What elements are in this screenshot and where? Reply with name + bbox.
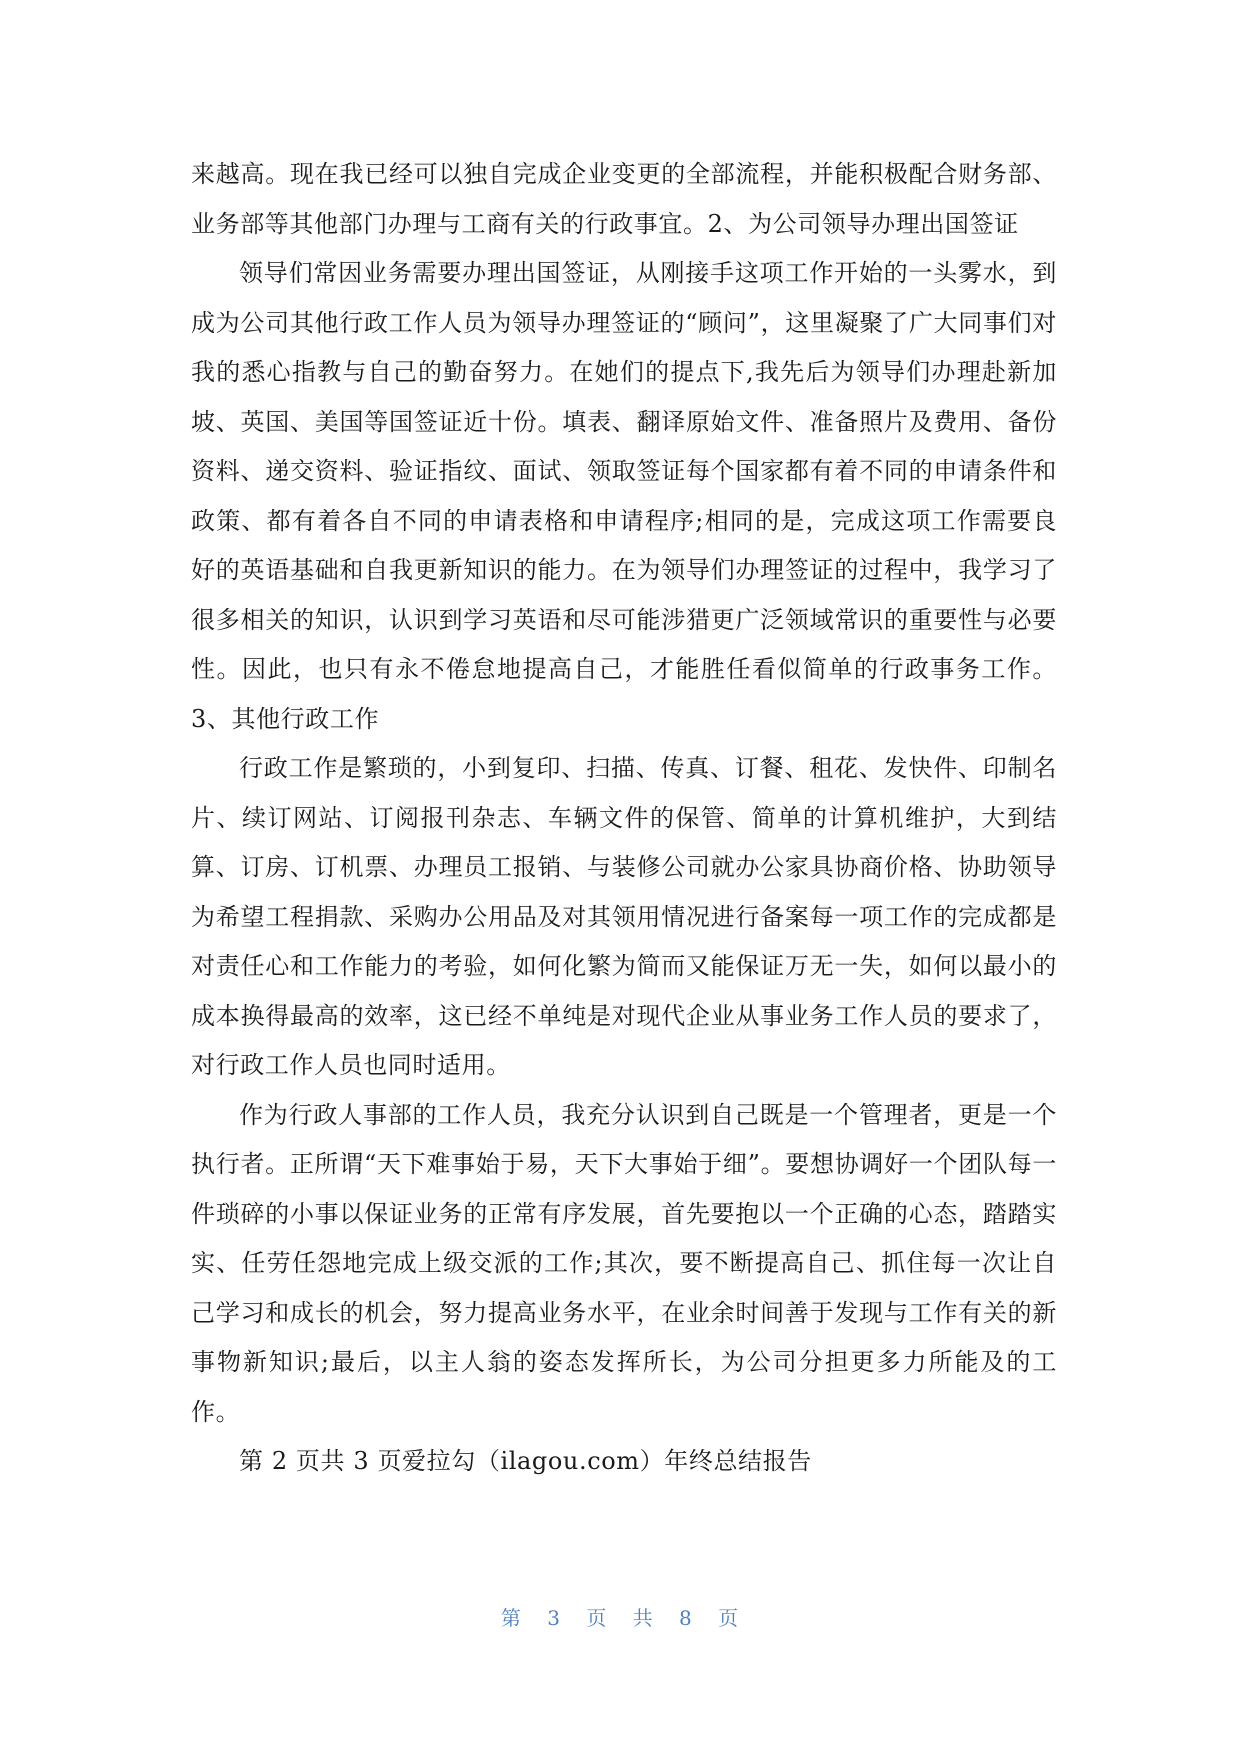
page-label-ye: 页 [586, 1606, 609, 1630]
page-label-di: 第 [500, 1606, 523, 1630]
paragraph-2: 领导们常因业务需要办理出国签证，从刚接手这项工作开始的一头雾水，到成为公司其他行政工作人员为领导办理签证的“顾问”，这里凝聚了广大同事们对我的悉心指教与自己的勤奋努力。在她们的提点下,我先后为领导们办理赴新加坡、英国、美国等国签证近十份。填表、翻译原始文件、准备照片及费用、备份资料、递交资料、验证指纹、面试、领取签证每个国家都有着不同的申请条件和政策、都有着各自不同的申请表格和申请程序;相同的是，完成这项工作需要良好的英语基础和自我更新知识的能力。在为领导们办理签证的过程中，我学习了很多相关的知识，认识到学习英语和尽可能涉猎更广泛领域常识的重要性与必要性。因此，也只有永不倦怠地提高自己，才能胜任看似简单的行政事务工作。3、其他行政工作 [191, 259, 1057, 733]
paragraph-3: 行政工作是繁琐的，小到复印、扫描、传真、订餐、租花、发快件、印制名片、续订网站、订阅报刊杂志、车辆文件的保管、简单的计算机维护，大到结算、订房、订机票、办理员工报销、与装修公司就办公家具协商价格、协助领导为希望工程捐款、采购办公用品及对其领用情况进行备案每一项工作的完成都是对责任心和工作能力的考验，如何化繁为简而又能保证万无一失，如何以最小的成本换得最高的效率，这已经不单纯是对现代企业从事业务工作人员的要求了，对行政工作人员也同时适用。 [191, 754, 1057, 1079]
document-body [191, 150, 1057, 1487]
paragraph-1: 来越高。现在我已经可以独自完成企业变更的全部流程，并能积极配合财务部、业务部等其他部门办理与工商有关的行政事宜。2、为公司领导办理出国签证 [191, 160, 1057, 238]
page-label-ye-2: 页 [718, 1606, 741, 1630]
page-label-gong: 共 [632, 1606, 655, 1630]
page-total: 8 [679, 1606, 694, 1630]
page-footer [0, 1604, 1241, 1632]
page-current: 3 [547, 1606, 562, 1630]
paragraph-5: 第 2 页共 3 页爱拉勾（ilagou.com）年终总结报告 [239, 1447, 812, 1475]
paragraph-4: 作为行政人事部的工作人员，我充分认识到自己既是一个管理者，更是一个执行者。正所谓“天下难事始于易，天下大事始于细”。要想协调好一个团队每一件琐碎的小事以保证业务的正常有序发展，首先要抱以一个正确的心态，踏踏实实、任劳任怨地完成上级交派的工作;其次，要不断提高自己、抓住每一次让自己学习和成长的机会，努力提高业务水平，在业余时间善于发现与工作有关的新事物新知识;最后，以主人翁的姿态发挥所长，为公司分担更多力所能及的工作。 [191, 1100, 1057, 1426]
